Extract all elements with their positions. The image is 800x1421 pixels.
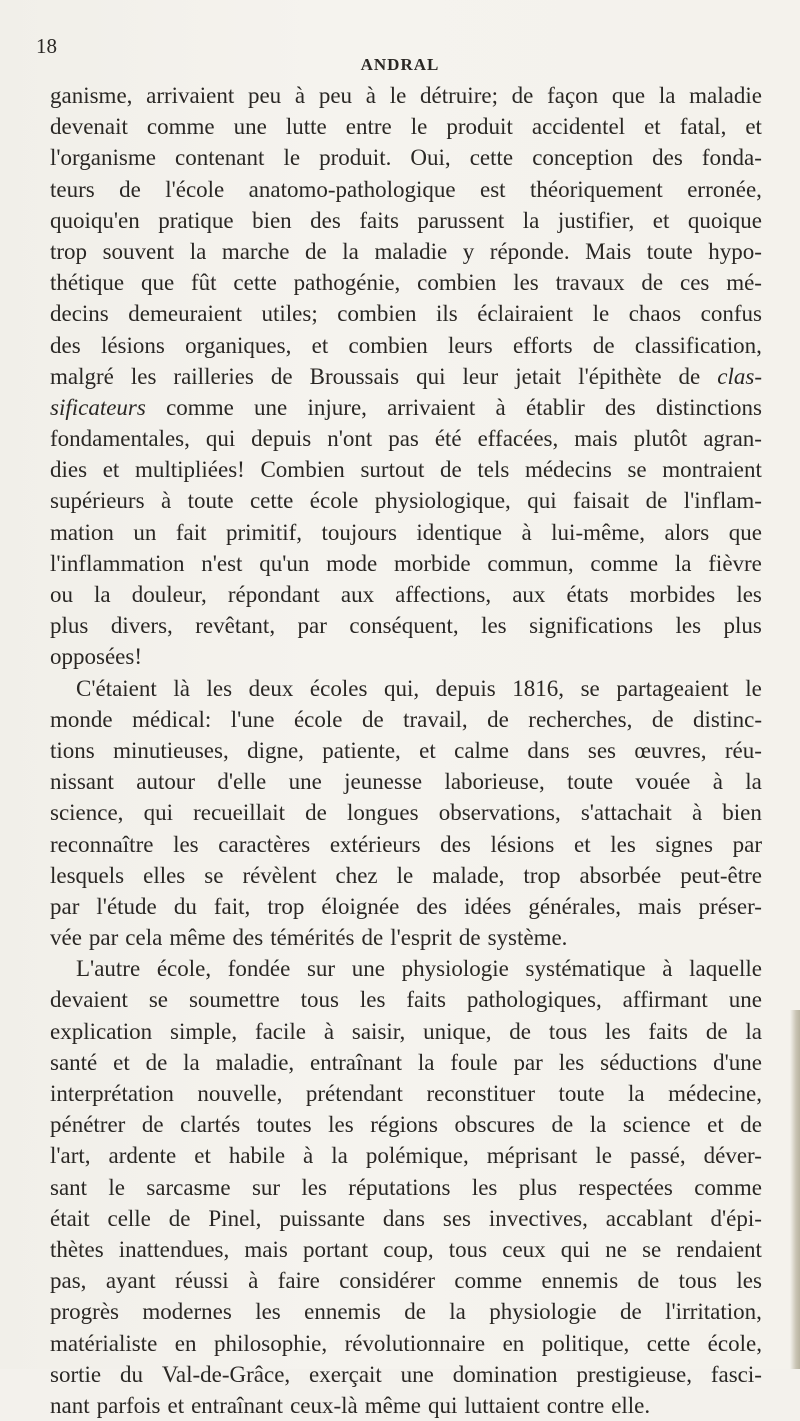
text-line: teurs de l'école anatomo-pathologique est théoriquement erronée, bbox=[50, 176, 762, 202]
text-line: explication simple, facile à saisir, unique, de tous les faits de la bbox=[50, 1018, 762, 1044]
text-line: des lésions organiques, et combien leurs efforts de classification, bbox=[50, 332, 762, 358]
text-line: nissant autour d'elle une jeunesse laborieuse, toute vouée à la bbox=[50, 769, 762, 795]
text-line: sortie du Val-de-Grâce, exerçait une domination prestigieuse, fasci- bbox=[50, 1361, 762, 1387]
text-line: monde médical: l'une école de travail, de recherches, de distinc- bbox=[50, 706, 762, 732]
text-line: quoiqu'en pratique bien des faits parussent la justifier, et quoique bbox=[50, 207, 762, 233]
text-line: devaient se soumettre tous les faits pathologiques, affirmant une bbox=[50, 987, 762, 1013]
text-line: thètes inattendues, mais portant coup, tous ceux qui ne se rendaient bbox=[50, 1236, 762, 1262]
text-line: plus divers, revêtant, par conséquent, les significations les plus bbox=[50, 613, 762, 639]
text-line: ganisme, arrivaient peu à peu à le détruire; de façon que la maladie bbox=[50, 83, 762, 108]
text-line: ou la douleur, répondant aux affections, aux états morbides les bbox=[50, 582, 762, 607]
text-line: par l'étude du fait, trop éloignée des idées générales, mais préser- bbox=[50, 893, 762, 919]
body-text bbox=[50, 80, 762, 1421]
text-line: l'art, ardente et habile à la polémique, méprisant le passé, déver- bbox=[50, 1143, 762, 1169]
text-line: nant parfois et entraînant ceux-là même qui luttaient contre elle. bbox=[50, 1392, 651, 1418]
text-line: matérialiste en philosophie, révolutionnaire en politique, cette école, bbox=[50, 1330, 762, 1356]
text-line: mation un fait primitif, toujours identique à lui-même, alors que bbox=[50, 519, 762, 545]
text-line: science, qui recueillait de longues observations, s'attachait à bien bbox=[50, 800, 762, 826]
text-line: fondamentales, qui depuis n'ont pas été effacées, mais plutôt agran- bbox=[50, 426, 762, 452]
text-line: santé et de la maladie, entraînant la foule par les séductions d'une bbox=[50, 1049, 762, 1075]
text-line: interprétation nouvelle, prétendant reconstituer toute la médecine, bbox=[50, 1081, 762, 1106]
text-line: pas, ayant réussi à faire considérer comme ennemis de tous les bbox=[50, 1268, 762, 1294]
text-line: reconnaître les caractères extérieurs des lésions et les signes par bbox=[50, 831, 762, 857]
text-line: trop souvent la marche de la maladie y réponde. Mais toute hypo- bbox=[50, 238, 762, 264]
page-number: 18 bbox=[36, 34, 57, 58]
text-line: l'inflammation n'est qu'un mode morbide commun, comme la fièvre bbox=[50, 550, 762, 576]
page-edge-shadow bbox=[790, 1010, 800, 1369]
text-line: sificateurs comme une injure, arrivaient à établir des distinctions bbox=[50, 394, 762, 420]
text-line: était celle de Pinel, puissante dans ses invectives, accablant d'épi- bbox=[50, 1205, 762, 1231]
text-line: pénétrer de clartés toutes les régions obscures de la science et de bbox=[50, 1112, 762, 1138]
text-line: vée par cela même des témérités de l'esprit de système. bbox=[50, 925, 568, 951]
text-line: malgré les railleries de Broussais qui leur jetait l'épithète de clas- bbox=[50, 363, 762, 389]
text-line: devenait comme une lutte entre le produit accidentel et fatal, et bbox=[50, 114, 762, 140]
text-line: lesquels elles se révèlent chez le malade, trop absorbée peut-être bbox=[50, 862, 762, 888]
text-line: sant le sarcasme sur les réputations les plus respectées comme bbox=[50, 1174, 762, 1200]
running-head: ANDRAL bbox=[360, 55, 440, 74]
text-line: decins demeuraient utiles; combien ils éclairaient le chaos confus bbox=[50, 301, 762, 327]
text-line: L'autre école, fondée sur une physiologie systématique à laquelle bbox=[76, 956, 762, 982]
text-line: progrès modernes les ennemis de la physiologie de l'irritation, bbox=[50, 1299, 762, 1325]
text-line: C'étaient là les deux écoles qui, depuis 1816, se partageaient le bbox=[76, 675, 762, 701]
text-line: supérieurs à toute cette école physiologique, qui faisait de l'inflam- bbox=[50, 488, 762, 514]
text-line: dies et multipliées! Combien surtout de tels médecins se montraient bbox=[50, 457, 762, 483]
text-line: opposées! bbox=[50, 644, 142, 670]
text-line: l'organisme contenant le produit. Oui, cette conception des fonda- bbox=[50, 145, 762, 171]
text-line: tions minutieuses, digne, patiente, et calme dans ses œuvres, réu- bbox=[50, 737, 762, 763]
text-line: thétique que fût cette pathogénie, combien les travaux de ces mé- bbox=[50, 270, 762, 296]
